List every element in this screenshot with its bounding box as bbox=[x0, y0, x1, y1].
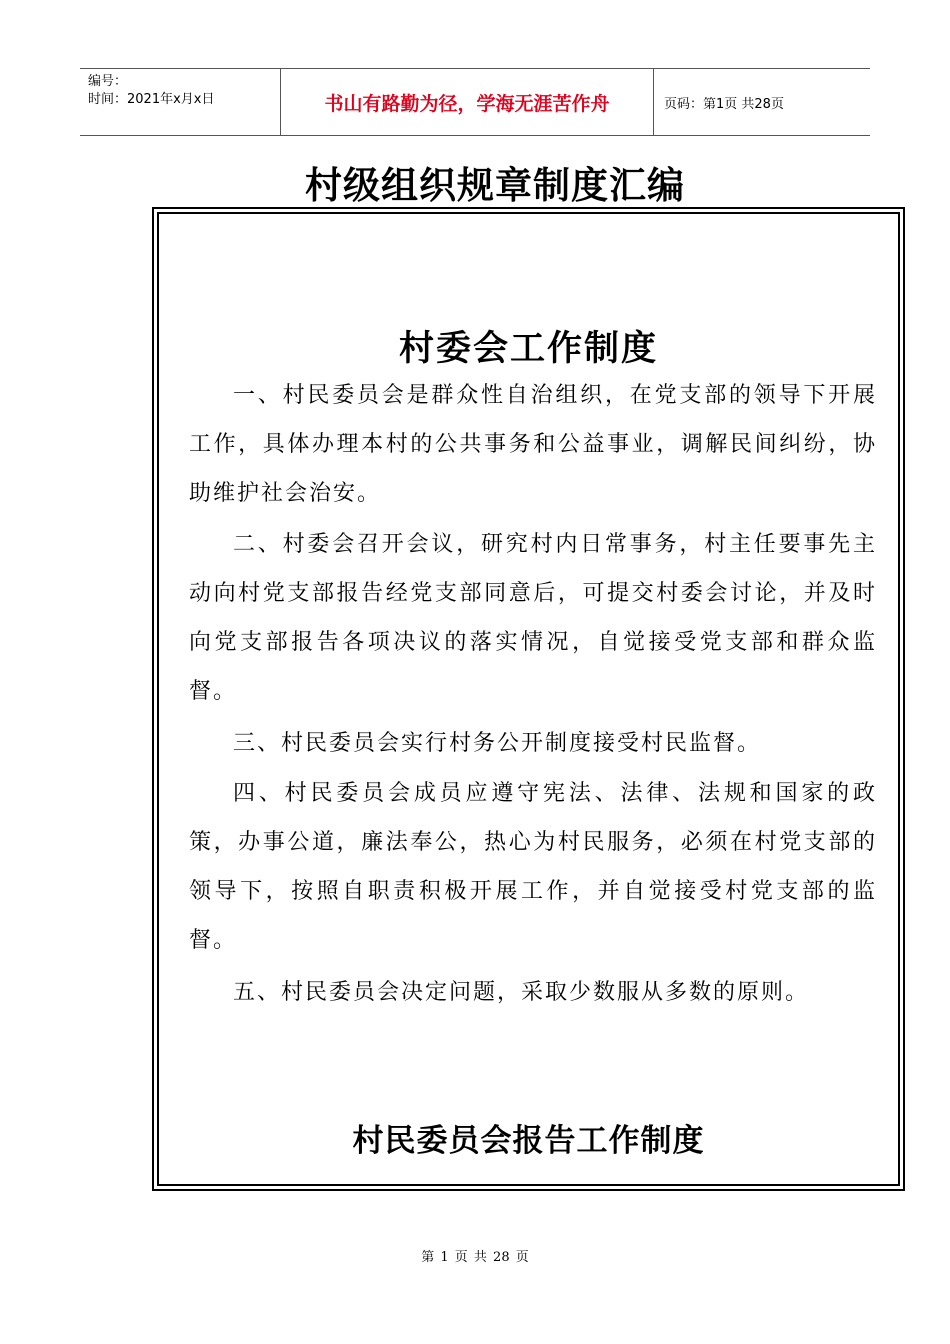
page-header bbox=[80, 68, 870, 136]
section-title: 村委会工作制度 bbox=[398, 328, 658, 369]
paragraph: 二、村委会召开会议，研究村内日常事务，村主任要事先主动向村党支部报告经党支部同意后，可提交村委会讨论，并及时向党支部报告各项决议的落实情况，自觉接受党支部和群众监督。 bbox=[189, 532, 877, 704]
document-title: 村级组织规章制度汇编 bbox=[305, 164, 685, 207]
paragraph: 一、村民委员会是群众性自治组织，在党支部的领导下开展工作，具体办理本村的公共事务和公益事业，调解民间纠纷，协助维护社会治安。 bbox=[189, 383, 877, 506]
header-motto: 书山有路勤为径，学海无涯苦作舟 bbox=[281, 69, 654, 135]
content-frame bbox=[152, 207, 905, 1191]
section-title: 村民委员会报告工作制度 bbox=[352, 1123, 705, 1159]
number-label: 编号： bbox=[88, 74, 128, 89]
time-label: 时间：2021年x月x日 bbox=[88, 92, 215, 107]
header-meta bbox=[80, 69, 281, 135]
page-footer: 第 1 页 共 28 页 bbox=[421, 1250, 529, 1265]
paragraph: 三、村民委员会实行村务公开制度接受村民监督。 bbox=[233, 731, 762, 756]
content-frame-inner bbox=[157, 212, 900, 1186]
paragraph: 四、村民委员会成员应遵守宪法、法律、法规和国家的政策，办事公道，廉法奉公，热心为村民服务，必须在村党支部的领导下，按照自职责积极开展工作，并自觉接受村党支部的监督。 bbox=[189, 781, 877, 953]
paragraph: 五、村民委员会决定问题，采取少数服从多数的原则。 bbox=[233, 980, 810, 1005]
header-page-info: 页码：第1页 共28页 bbox=[664, 96, 784, 112]
